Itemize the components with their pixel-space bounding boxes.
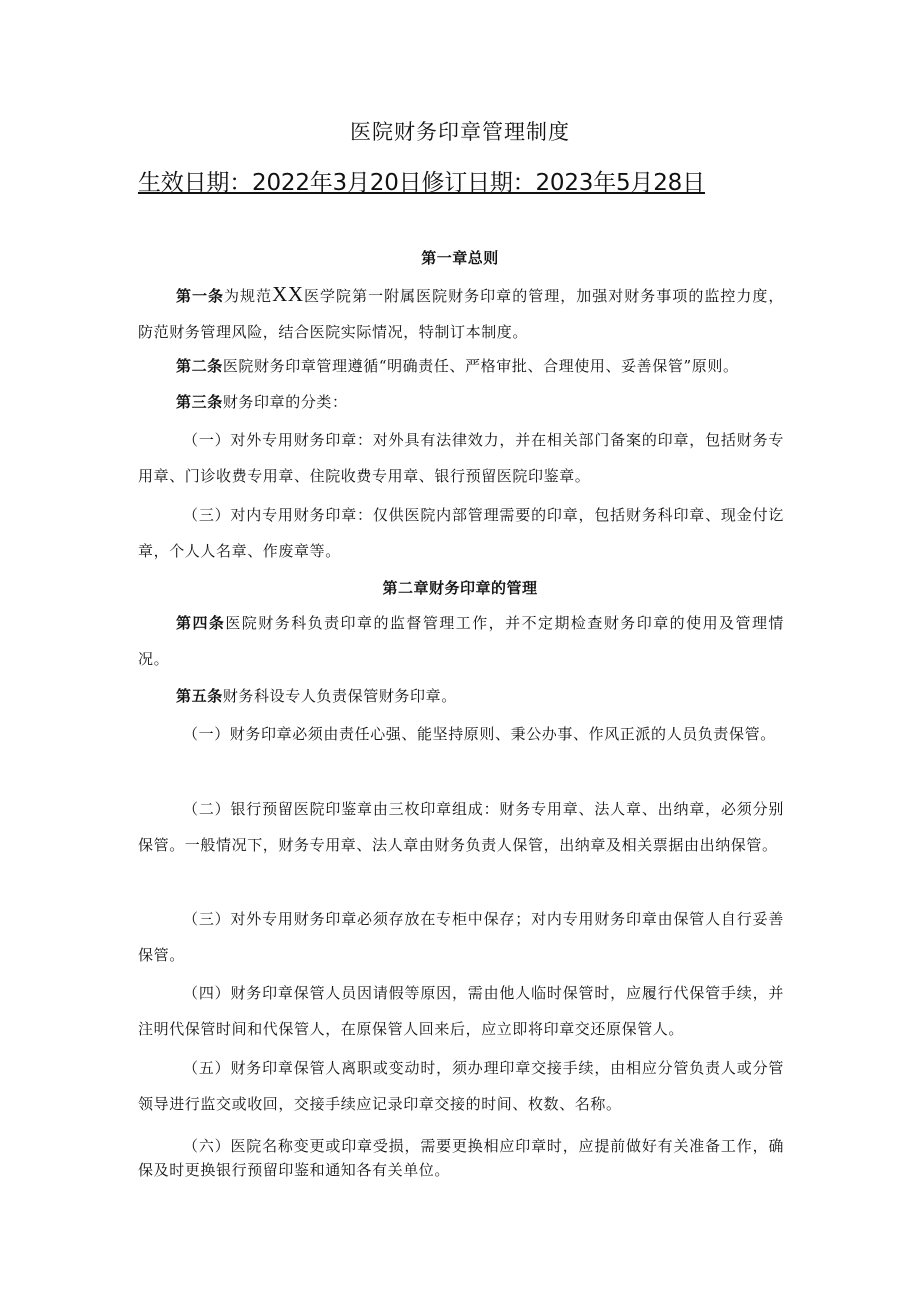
article-3-item-2: （三）对内专用财务印章：仅供医院内部管理需要的印章，包括财务科印章、现金付讫章，个人人名章、作废章等。 xyxy=(138,506,784,560)
article-1-xx: XX xyxy=(272,282,304,306)
article-4-label: 第四条 xyxy=(176,614,226,632)
chapter-heading-1: 第一章总则 xyxy=(421,249,499,267)
article-5-item-2: （二）银行预留医院印鉴章由三枚印章组成：财务专用章、法人章、出纳章，必须分别保管。一般情况下，财务专用章、法人章由财务负责人保管，出纳章及相关票据由出纳保管。 xyxy=(138,800,784,854)
article-1-label: 第一条 xyxy=(176,287,225,305)
article-2 xyxy=(138,348,784,384)
article-2-label: 第二条 xyxy=(176,357,223,375)
article-1-text: 医学院第一附属医院财务印章的管理，加强对财务事项的监控力度，防范财务管理风险，结合医院实际情况，特制订本制度。 xyxy=(138,287,784,341)
article-5-item-4: （四）财务印章保管人员因请假等原因，需由他人临时保管时，应履行代保管手续，并注明代保管时间和代保管人，在原保管人回来后，应立即将印章交还原保管人。 xyxy=(138,984,784,1038)
revised-date-value: 2023年5月28日 xyxy=(535,170,705,196)
article-3-label: 第三条 xyxy=(176,393,223,411)
article-5-item-5: （五）财务印章保管人离职或变动时，须办理印章交接手续，由相应分管负责人或分管领导进行监交或收回，交接手续应记录印章交接的时间、枚数、名称。 xyxy=(138,1059,784,1113)
article-4 xyxy=(138,605,784,677)
article-3-item-1: （一）对外专用财务印章：对外具有法律效力，并在相关部门备案的印章，包括财务专用章、门诊收费专用章、住院收费专用章、银行预留医院印鉴章。 xyxy=(138,431,784,485)
article-3 xyxy=(138,384,784,420)
article-5-label: 第五条 xyxy=(176,687,223,705)
revised-date-label: 修订日期： xyxy=(421,170,536,196)
article-5-item-1: （一）财务印章必须由责任心强、能坚持原则、秉公办事、作风正派的人员负责保管。 xyxy=(183,725,776,743)
effective-date-label: 生效日期： xyxy=(138,170,253,196)
article-5-item-6: （六）医院名称变更或印章受损，需要更换相应印章时，应提前做好有关准备工作，确保及时更换银行预留印鉴和通知各有关单位。 xyxy=(138,1137,784,1179)
article-2-text: 医院财务印章管理遵循“明确责任、严格审批、合理使用、妥善保管”原则。 xyxy=(222,357,739,375)
article-1 xyxy=(138,276,784,350)
document-title: 医院财务印章管理制度 xyxy=(350,120,570,144)
chapter-heading-2: 第二章财务印章的管理 xyxy=(382,579,538,597)
article-3-text: 财务印章的分类： xyxy=(222,393,348,411)
date-line xyxy=(138,164,778,197)
article-5-text: 财务科设专人负责保管财务印章。 xyxy=(222,687,457,705)
article-1-pre: 为规范 xyxy=(224,287,273,305)
article-5 xyxy=(138,678,784,714)
effective-date-value: 2022年3月20日 xyxy=(252,170,422,196)
article-4-text: 医院财务科负责印章的监督管理工作，并不定期检查财务印章的使用及管理情况。 xyxy=(138,614,784,668)
article-5-item-3: （三）对外专用财务印章必须存放在专柜中保存；对内专用财务印章由保管人自行妥善保管。 xyxy=(138,910,784,964)
